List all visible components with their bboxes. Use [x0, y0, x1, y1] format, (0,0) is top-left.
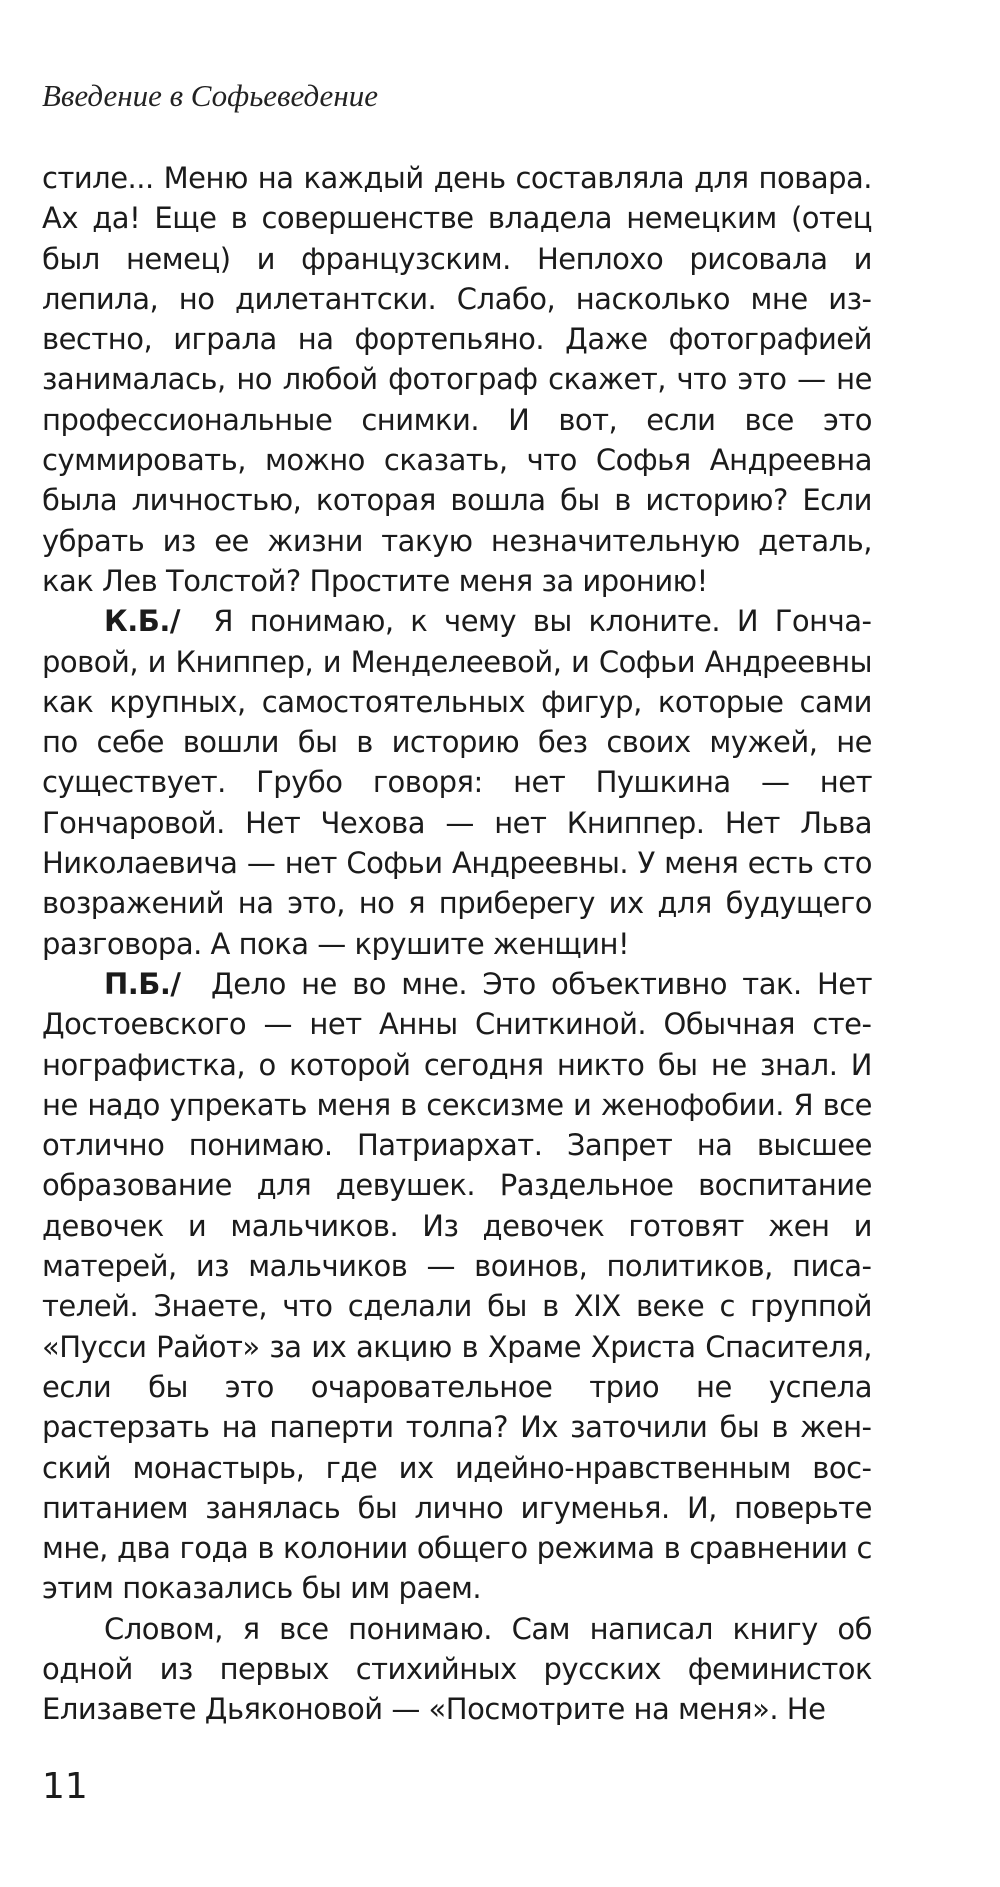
paragraph-pb	[42, 964, 872, 1609]
paragraph-continuation	[42, 158, 872, 601]
paragraph-final	[42, 1609, 872, 1730]
speaker-label: К.Б./	[104, 604, 180, 639]
page-number: 11	[42, 1766, 88, 1807]
paragraph-text: Дело не во мне. Это объективно так. Нет Достоевского — нет Анны Сниткиной. Обычная стенографистка, о которой сегодня никто бы не знал. И не надо упрекать меня в сексизме и женофобии. Я все отлично понимаю. Патриархат. Запрет на высшее образование для девушек. Раздельное воспитание девочек и мальчиков. Из девочек готовят жен и матерей, из мальчиков — воинов, политиков, писателей. Знаете, что сделали бы в XIX веке с группой «Пусси Райот» за их акцию в Храме Христа Спасителя, если бы это очаровательное трио не успела растерзать на паперти толпа? Их заточили бы в женский монастырь, где их идейно-нравственным воспитанием занялась бы лично игуменья. И, поверьте мне, два года в колонии общего режима в сравнении с этим показались бы им раем.	[42, 966, 872, 1606]
speaker-label: П.Б./	[104, 966, 181, 1001]
paragraph-text: Я понимаю, к чему вы клоните. И Гончаровой, и Книппер, и Менделеевой, и Софьи Андреевны как крупных, самостоятельных фигур, которые сами по себе вошли бы в историю без своих мужей, не существует. Грубо говоря: нет Пушкина — нет Гончаровой. Нет Чехова — нет Книппер. Нет Льва Николаевича — нет Софьи Андреевны. У меня есть сто возражений на это, но я приберегу их для будущего разговора. А пока — крушите женщин!	[42, 604, 873, 961]
paragraph-text: стиле... Меню на каждый день составляла для повара. Ах да! Еще в совершенстве владела немецким (отец был немец) и французским. Неплохо рисовала и лепила, но дилетантски. Слабо, насколько мне известно, играла на фортепьяно. Даже фотографией занималась, но любой фотограф скажет, что это — не профессиональные снимки. И вот, если все это суммировать, можно сказать, что Софья Андреевна была личностью, которая вошла бы в историю? Если убрать из ее жизни такую незначительную деталь, как Лев Толстой? Простите меня за иронию!	[42, 161, 872, 598]
running-head: Введение в Софьеведение	[42, 78, 378, 113]
paragraph-kb	[42, 601, 872, 964]
paragraph-text: Словом, я все понимаю. Сам написал книгу об одной из первых стихийных русских феминисток Елизавете Дьяконовой — «Посмотрите на меня». Не	[42, 1611, 872, 1727]
body-text	[42, 158, 872, 1730]
